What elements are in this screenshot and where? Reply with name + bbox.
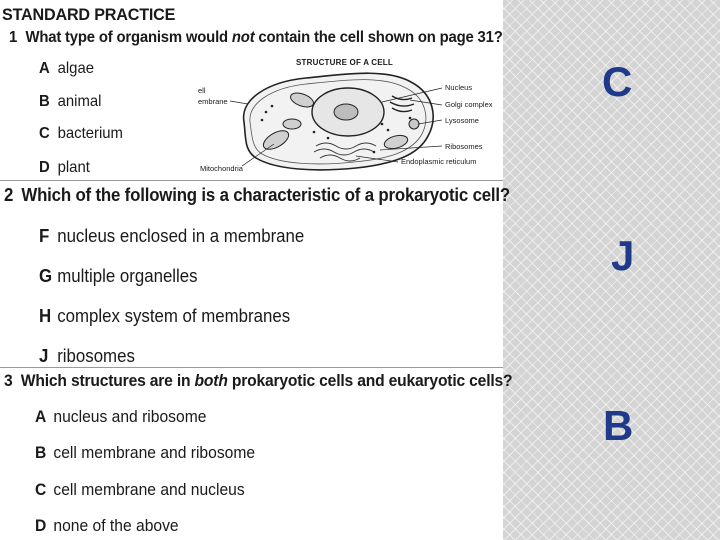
answer-option (35, 443, 255, 463)
answer-option (39, 60, 94, 78)
label-ribosomes: Ribosomes (445, 142, 483, 151)
question-1 (9, 29, 503, 47)
option-text: complex system of membranes (57, 305, 291, 326)
option-letter: C (39, 125, 50, 142)
answer-key-1: C (602, 58, 633, 105)
label-cell-membrane: embrane (198, 97, 228, 106)
answer-option (39, 345, 135, 367)
section-divider (0, 367, 503, 368)
question-text: prokaryotic cells and eukaryotic cells? (227, 371, 513, 390)
label-nucleus: Nucleus (445, 83, 473, 92)
option-letter: D (39, 159, 50, 176)
question-emphasis: not (231, 29, 255, 46)
option-text: plant (57, 159, 90, 176)
question-3 (4, 371, 512, 391)
question-number: 3 (4, 371, 13, 390)
answer-option (39, 305, 290, 327)
answer-option (39, 265, 198, 287)
option-text: animal (57, 93, 102, 110)
option-text: cell membrane and nucleus (53, 480, 245, 499)
option-letter: H (39, 305, 52, 326)
worksheet-heading: STANDARD PRACTICE (2, 5, 176, 24)
option-text: nucleus enclosed in a membrane (57, 225, 305, 246)
nucleolus-shape (334, 104, 358, 120)
answer-option (39, 159, 90, 177)
section-divider (0, 180, 503, 181)
question-number: 1 (9, 29, 18, 46)
option-letter: B (39, 93, 50, 110)
option-letter: J (39, 345, 49, 366)
option-text: algae (57, 60, 95, 77)
option-text: nucleus and ribosome (53, 407, 207, 426)
option-letter: C (35, 480, 47, 499)
answer-option (39, 225, 304, 247)
cell-diagram (196, 60, 502, 178)
label-er: Endoplasmic reticulum (401, 157, 477, 166)
option-text: cell membrane and ribosome (53, 443, 256, 462)
answer-option (35, 516, 179, 536)
answer-key-3: B (603, 402, 634, 449)
option-letter: G (39, 265, 53, 286)
option-letter: B (35, 443, 47, 462)
label-cell-membrane: ell (198, 86, 206, 95)
answer-key-2: J (611, 232, 635, 279)
option-letter: A (35, 407, 47, 426)
question-text: What type of organism would (25, 29, 232, 46)
question-text: Which structures are in (20, 371, 195, 390)
option-text: none of the above (53, 516, 179, 535)
answer-option (35, 480, 245, 500)
mitochondrion-shape (283, 119, 301, 129)
option-letter: F (39, 225, 50, 246)
label-mitochondria: Mitochondria (200, 164, 243, 173)
option-text: multiple organelles (57, 265, 198, 286)
answer-option (39, 125, 123, 143)
answer-option (39, 93, 101, 111)
option-text: ribosomes (57, 345, 135, 366)
question-number: 2 (4, 184, 14, 205)
option-letter: D (35, 516, 47, 535)
label-golgi: Golgi complex (445, 100, 493, 109)
question-text: Which of the following is a characteristic of a prokaryotic cell? (21, 184, 511, 205)
option-letter: A (39, 60, 50, 77)
label-lysosome: Lysosome (445, 116, 479, 125)
question-emphasis: both (194, 371, 228, 390)
answer-option (35, 407, 206, 427)
figure-title: STRUCTURE OF A CELL (296, 58, 393, 67)
lysosome-shape (409, 119, 419, 129)
question-text: contain the cell shown on page 31? (254, 29, 503, 46)
question-2 (4, 184, 510, 206)
option-text: bacterium (57, 125, 123, 142)
